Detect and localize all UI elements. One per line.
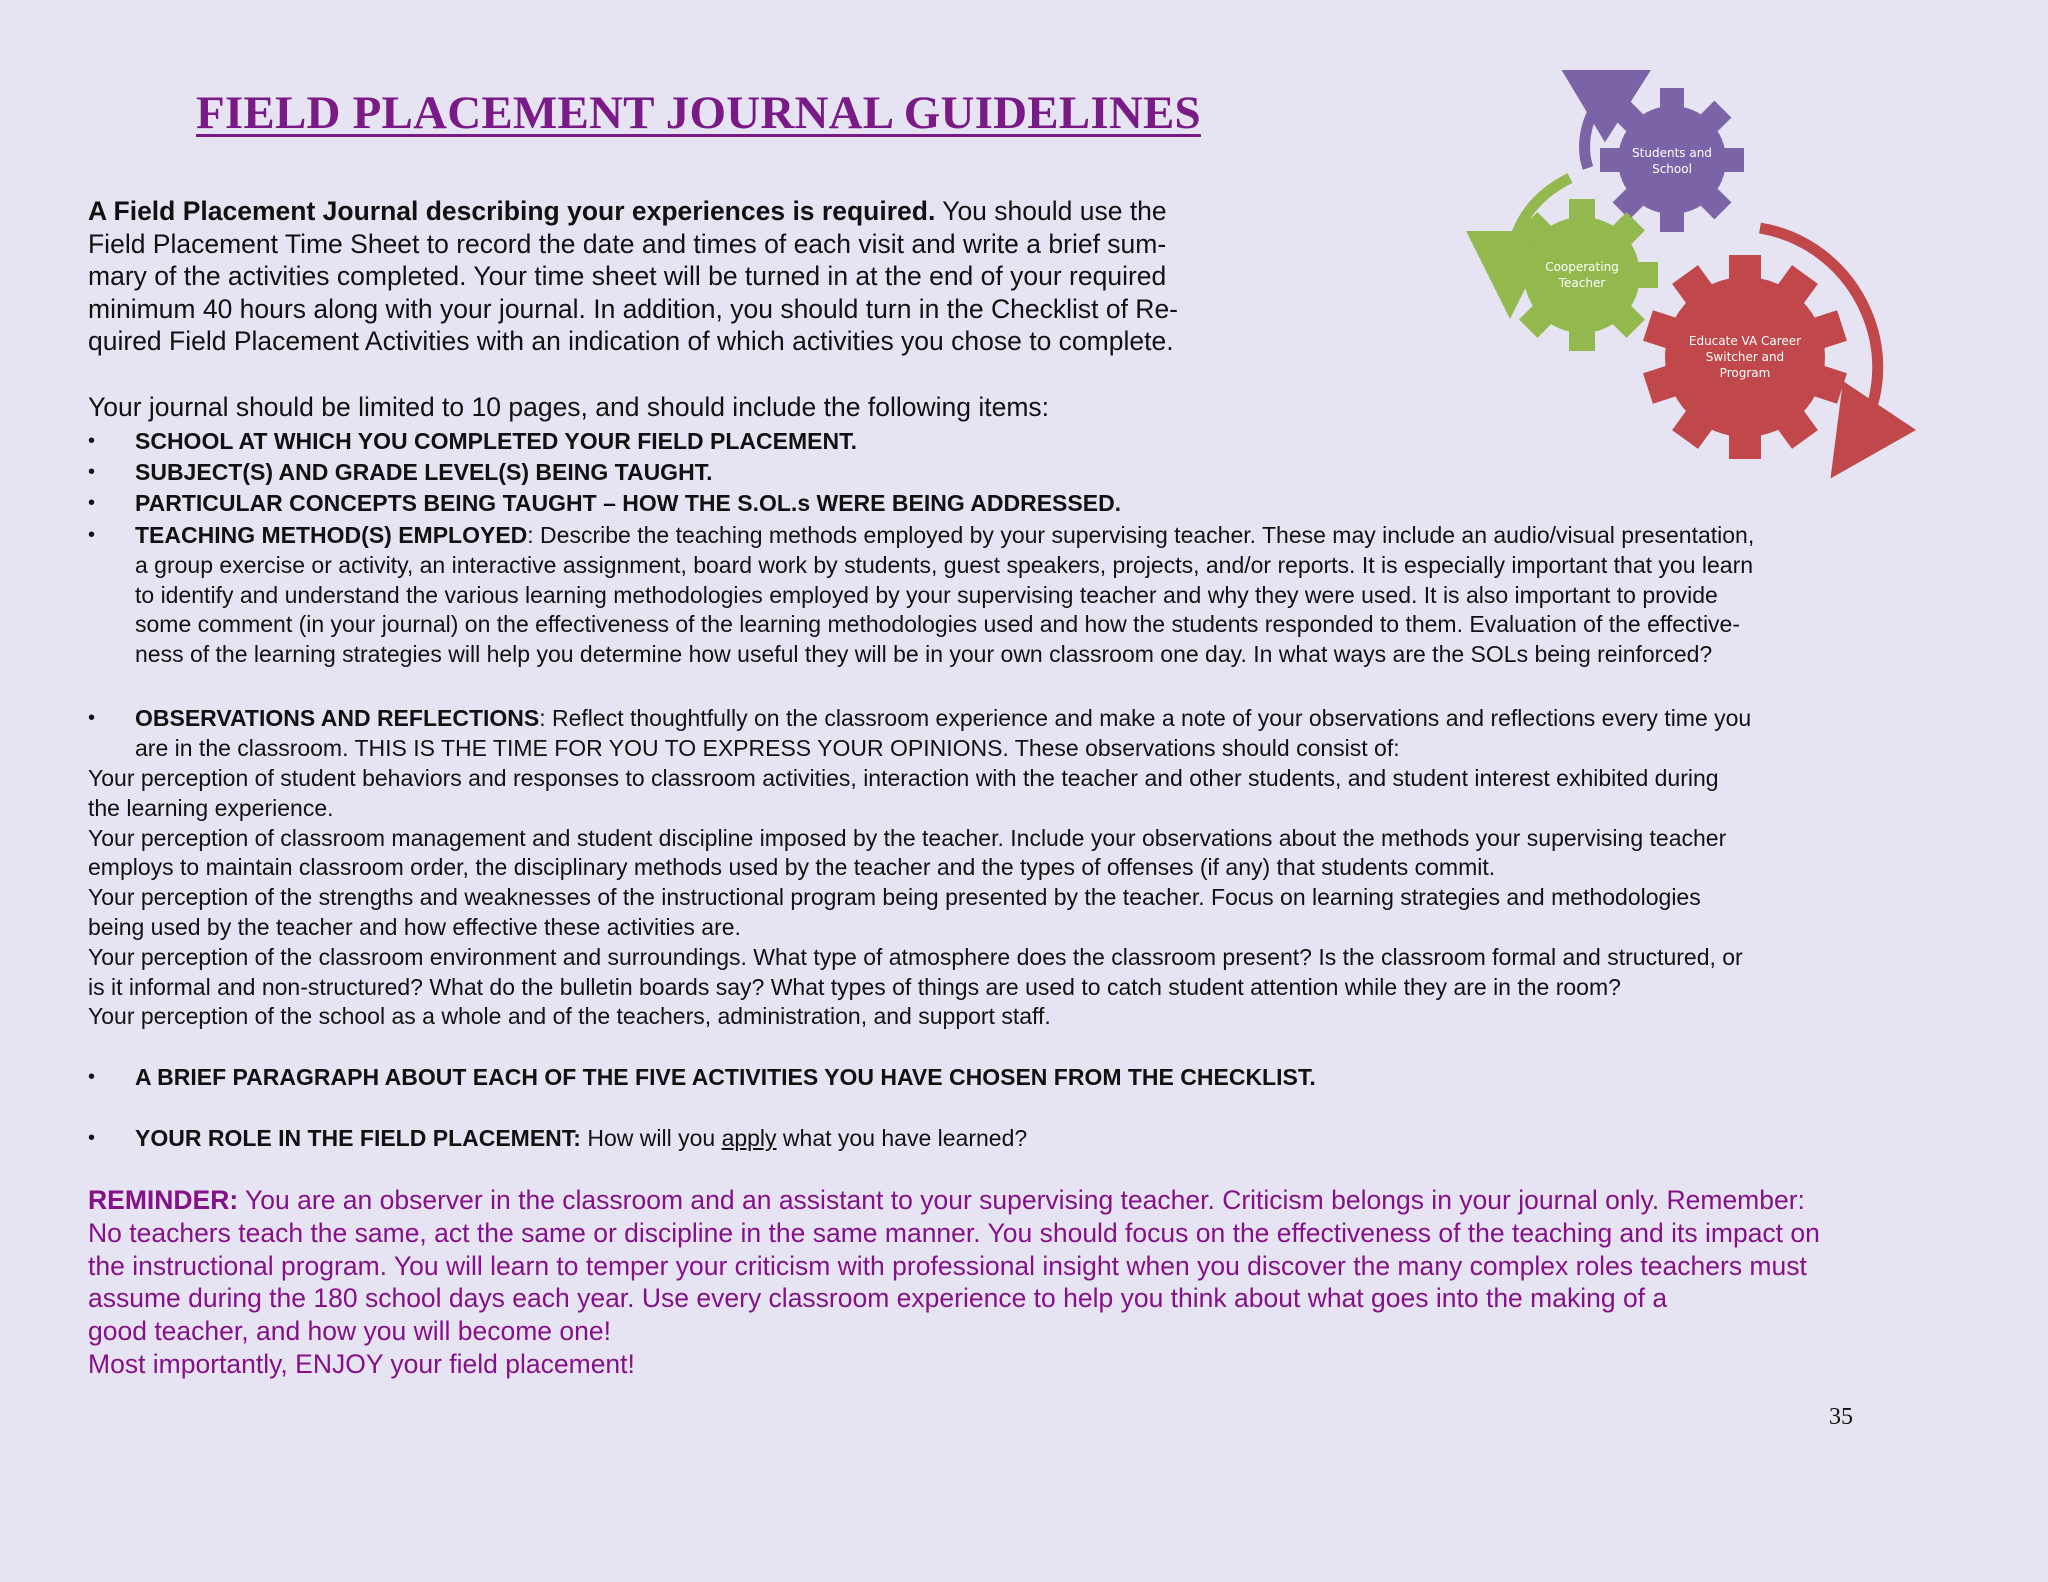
teaching-line-1 — [135, 521, 1988, 551]
gear-label-program-3: Program — [1719, 366, 1771, 380]
bullet-subject-text: SUBJECT(S) AND GRADE LEVEL(S) BEING TAUGHT. — [135, 459, 713, 485]
reminder-line-5: good teacher, and how you will become one! — [88, 1316, 611, 1347]
obs-perception-3a: Your perception of the strengths and weaknesses of the instructional program being presented by the teacher. Focus on learning strategies and methodologies — [88, 884, 1701, 911]
bullet-marker: • — [88, 707, 96, 729]
page-title: FIELD PLACEMENT JOURNAL GUIDELINES — [196, 87, 1201, 139]
gear-label-students-2: School — [1652, 162, 1692, 176]
teaching-line-3: to identify and understand the various learning methodologies employed by your supervising teacher and why they were used. It is also important to provide — [135, 581, 1718, 608]
obs-perception-4a: Your perception of the classroom environment and surroundings. What type of atmosphere does the classroom present? Is the classroom formal and structured, or — [88, 943, 1743, 970]
bullet-observations — [88, 704, 1988, 764]
gear-label-program-1: Educate VA Career — [1688, 334, 1802, 348]
gear-label-teacher-2: Teacher — [1558, 276, 1606, 290]
bullet-subject — [88, 458, 1988, 488]
obs-line-1 — [135, 704, 1988, 734]
reminder-line-6: Most importantly, ENJOY your field placement! — [88, 1348, 635, 1379]
obs-perception-2a: Your perception of classroom management and student discipline imposed by the teacher. Include your observations about the methods your supervising teacher — [88, 824, 1727, 851]
obs-line-1-text: : Reflect thoughtfully on the classroom experience and make a note of your observations and reflections every time you — [539, 705, 1752, 731]
intro-line-1-rest: You should use the — [935, 196, 1167, 226]
bullet-marker: • — [88, 492, 96, 514]
role-post: what you have learned? — [776, 1125, 1028, 1151]
page-number: 35 — [1829, 1404, 1853, 1430]
reminder-label: REMINDER: — [88, 1185, 239, 1215]
reminder-line-3: the instructional program. You will learn to temper your criticism with professional insight when you discover the many complex roles teachers must — [88, 1250, 1807, 1281]
bullet-concepts — [88, 489, 1988, 519]
bullet-marker: • — [88, 524, 96, 546]
items-lead-sentence: Your journal should be limited to 10 pages, and should include the following items: — [88, 392, 1050, 422]
bullet-school — [88, 427, 1988, 457]
reminder-line-1 — [88, 1184, 2008, 1217]
reminder-line-2: No teachers teach the same, act the same or discipline in the same manner. You should focus on the effectiveness of the teaching and its impact on — [88, 1217, 1820, 1248]
intro-line-5: quired Field Placement Activities with an indication of which activities you chose to complete. — [88, 326, 1174, 357]
intro-line-4: minimum 40 hours along with your journal. In addition, you should turn in the Checklist of Re- — [88, 293, 1179, 324]
intro-bold-lead: A Field Placement Journal describing your experiences is required. — [88, 196, 936, 226]
role-line — [135, 1124, 1988, 1154]
reminder-paragraph — [88, 1184, 2008, 1381]
teaching-label: TEACHING METHOD(S) EMPLOYED — [135, 522, 528, 548]
gear-cycle-diagram — [1460, 70, 1920, 480]
obs-perception-2b: employs to maintain classroom order, the disciplinary methods used by the teacher and the types of offenses (if any) that students commit. — [88, 854, 1496, 881]
role-pre: How will you — [580, 1125, 722, 1151]
bullet-marker: • — [88, 461, 96, 483]
reminder-line-4: assume during the 180 school days each year. Use every classroom experience to help you think about what goes into the making of a — [88, 1283, 1668, 1314]
role-apply: apply — [721, 1125, 777, 1151]
obs-label: OBSERVATIONS AND REFLECTIONS — [135, 705, 540, 731]
obs-perception-3b: being used by the teacher and how effective these activities are. — [88, 913, 741, 940]
bullet-marker: • — [88, 430, 96, 452]
bullet-your-role — [88, 1124, 1988, 1154]
bullet-marker: • — [88, 1066, 96, 1088]
teaching-line-5: ness of the learning strategies will help you determine how useful they will be in your own classroom one day. In what ways are the SOLs being reinforced? — [135, 641, 1713, 668]
obs-perception-4b: is it informal and non-structured? What do the bulletin boards say? What types of things are used to catch student attention while they are in the room? — [88, 973, 1621, 1000]
obs-perception-1a: Your perception of student behaviors and responses to classroom activities, interaction with the teacher and other students, and student interest exhibited during — [88, 765, 1719, 791]
intro-line-1 — [88, 195, 1288, 228]
bullet-brief-paragraph — [88, 1063, 1988, 1093]
bullet-marker: • — [88, 1127, 96, 1149]
bullet-teaching-methods — [88, 521, 1988, 670]
gear-students-and-school — [1600, 88, 1744, 232]
intro-line-2: Field Placement Time Sheet to record the date and times of each visit and write a brief sum- — [88, 228, 1167, 259]
reminder-line-1-text: You are an observer in the classroom and an assistant to your supervising teacher. Criticism belongs in your journal only. Remember: — [238, 1185, 1805, 1215]
intro-line-3: mary of the activities completed. Your time sheet will be turned in at the end of your required — [88, 261, 1167, 292]
bullet-brief-text: A BRIEF PARAGRAPH ABOUT EACH OF THE FIVE ACTIVITIES YOU HAVE CHOSEN FROM THE CHECKLIST. — [135, 1064, 1316, 1090]
role-label: YOUR ROLE IN THE FIELD PLACEMENT: — [135, 1125, 581, 1151]
intro-paragraph — [88, 195, 1288, 358]
teaching-line-1-text: : Describe the teaching methods employed by your supervising teacher. These may include an audio/visual presentation, — [527, 522, 1755, 548]
gear-label-program-2: Switcher and — [1705, 350, 1785, 364]
teaching-line-4: some comment (in your journal) on the effectiveness of the learning methodologies used and how the students responded to them. Evaluation of the effective- — [135, 611, 1741, 638]
gear-label-students-1: Students and — [1632, 146, 1712, 160]
obs-line-2: are in the classroom. THIS IS THE TIME FOR YOU TO EXPRESS YOUR OPINIONS. These observations should consist of: — [135, 734, 1400, 761]
teaching-line-2: a group exercise or activity, an interactive assignment, board work by students, guest speakers, projects, and/or reports. It is especially important that you learn — [135, 551, 1754, 578]
bullet-concepts-text: PARTICULAR CONCEPTS BEING TAUGHT – HOW THE S.OL.s WERE BEING ADDRESSED. — [135, 490, 1122, 516]
gear-label-teacher-1: Cooperating — [1545, 260, 1619, 274]
gear-cooperating-teacher — [1506, 199, 1658, 351]
observation-list — [88, 764, 1988, 1032]
obs-perception-1b: the learning experience. — [88, 794, 334, 821]
bullet-school-text: SCHOOL AT WHICH YOU COMPLETED YOUR FIELD PLACEMENT. — [135, 428, 857, 454]
obs-perception-5: Your perception of the school as a whole and of the teachers, administration, and support staff. — [88, 1003, 1051, 1030]
